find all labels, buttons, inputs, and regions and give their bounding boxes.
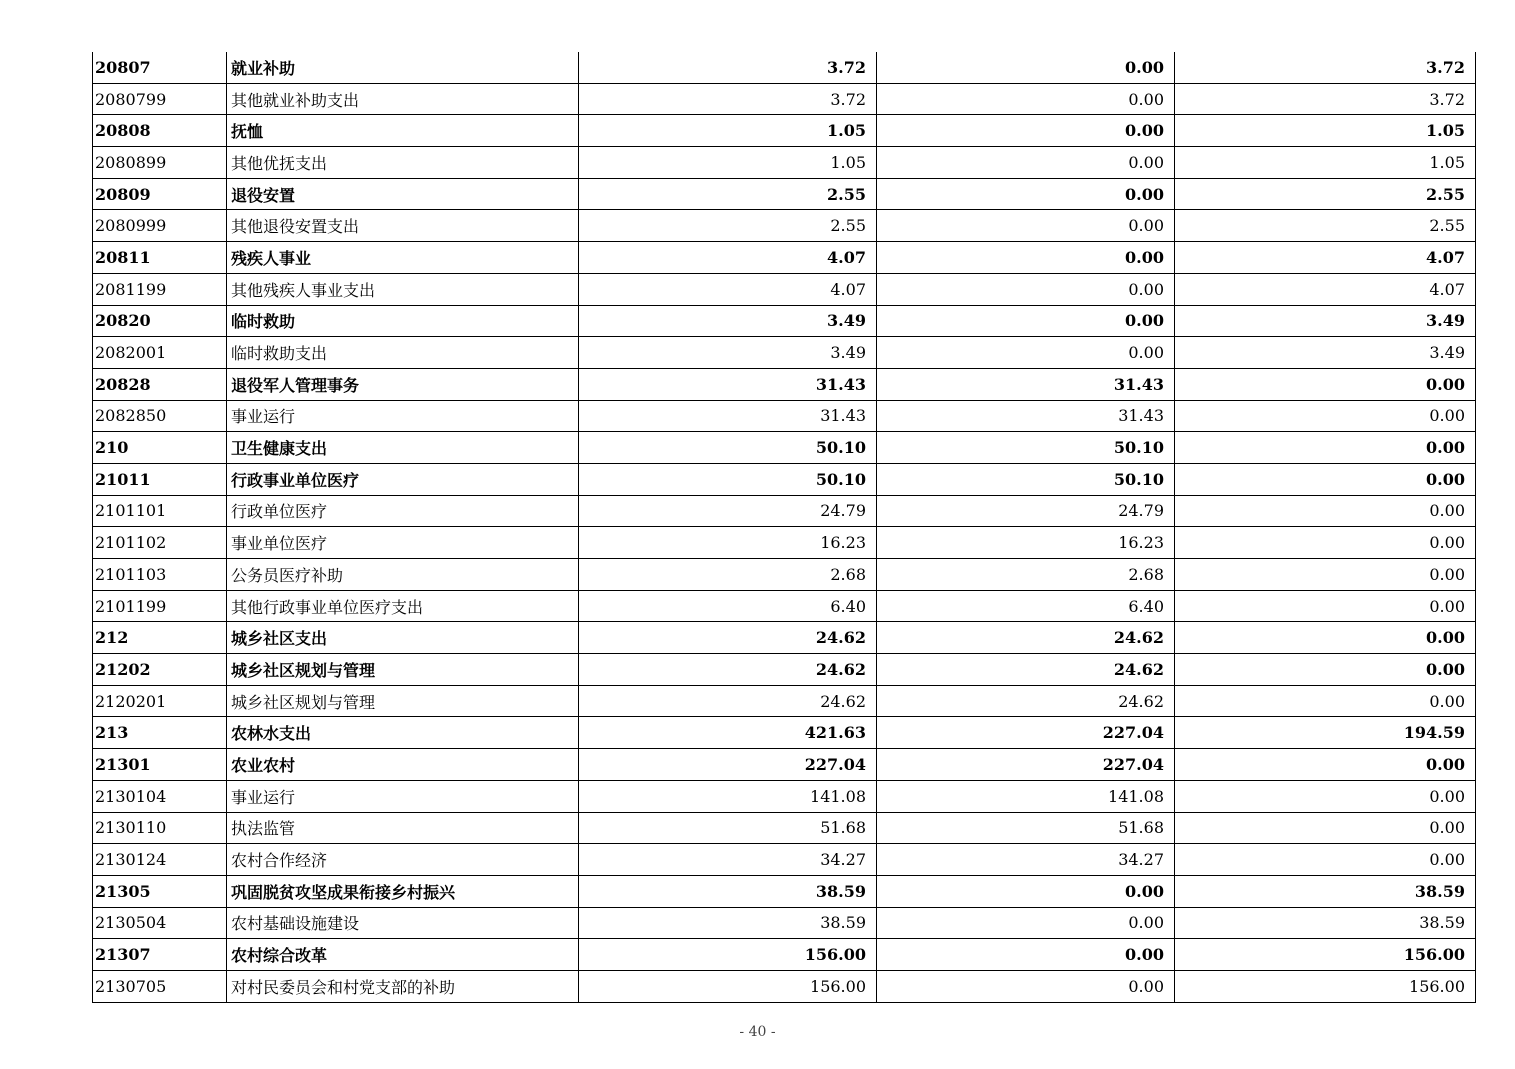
row-total-cell: 1.05 [579,147,877,179]
row-total-cell: 38.59 [579,907,877,939]
row-basic-cell: 0.00 [877,939,1175,971]
row-total-cell: 24.79 [579,495,877,527]
row-project-cell: 0.00 [1175,400,1476,432]
row-code-cell: 2130124 [93,844,227,876]
table-row [93,305,1476,337]
row-basic-cell: 34.27 [877,844,1175,876]
row-code-cell: 2101102 [93,527,227,559]
table-row [93,812,1476,844]
row-basic-cell: 31.43 [877,368,1175,400]
table-row [93,654,1476,686]
page-number: - 40 - [739,1024,776,1040]
row-basic-cell: 6.40 [877,590,1175,622]
row-basic-cell: 0.00 [877,147,1175,179]
row-name-cell: 农村基础设施建设 [227,907,579,939]
table-row [93,52,1476,83]
row-name-cell: 农村综合改革 [227,939,579,971]
table-row [93,242,1476,274]
row-project-cell: 0.00 [1175,432,1476,464]
row-total-cell: 3.72 [579,52,877,83]
row-basic-cell: 16.23 [877,527,1175,559]
row-project-cell: 1.05 [1175,147,1476,179]
row-total-cell: 51.68 [579,812,877,844]
table-row [93,717,1476,749]
row-code-cell: 2130705 [93,970,227,1002]
row-name-cell: 行政单位医疗 [227,495,579,527]
row-code-cell: 2130110 [93,812,227,844]
row-code-cell: 210 [93,432,227,464]
table-row [93,115,1476,147]
row-basic-cell: 24.79 [877,495,1175,527]
row-basic-cell: 0.00 [877,273,1175,305]
table-row [93,432,1476,464]
row-code-cell: 20809 [93,178,227,210]
table-row [93,590,1476,622]
table-row [93,400,1476,432]
row-name-cell: 巩固脱贫攻坚成果衔接乡村振兴 [227,875,579,907]
row-total-cell: 4.07 [579,273,877,305]
table-row [93,147,1476,179]
row-total-cell: 141.08 [579,780,877,812]
row-project-cell: 0.00 [1175,654,1476,686]
row-code-cell: 21305 [93,875,227,907]
row-name-cell: 农林水支出 [227,717,579,749]
row-project-cell: 0.00 [1175,368,1476,400]
row-total-cell: 3.49 [579,337,877,369]
row-total-cell: 6.40 [579,590,877,622]
row-name-cell: 农业农村 [227,749,579,781]
row-basic-cell: 0.00 [877,970,1175,1002]
table-row [93,939,1476,971]
row-code-cell: 21202 [93,654,227,686]
table-row [93,210,1476,242]
row-total-cell: 156.00 [579,939,877,971]
row-total-cell: 24.62 [579,685,877,717]
row-basic-cell: 0.00 [877,83,1175,115]
row-name-cell: 行政事业单位医疗 [227,463,579,495]
row-code-cell: 2101199 [93,590,227,622]
row-project-cell: 0.00 [1175,844,1476,876]
row-name-cell: 退役安置 [227,178,579,210]
row-code-cell: 2101103 [93,559,227,591]
table-row [93,527,1476,559]
table-row [93,685,1476,717]
row-total-cell: 50.10 [579,463,877,495]
row-total-cell: 38.59 [579,875,877,907]
row-basic-cell: 24.62 [877,622,1175,654]
row-total-cell: 50.10 [579,432,877,464]
table-row [93,83,1476,115]
row-code-cell: 21011 [93,463,227,495]
row-project-cell: 156.00 [1175,970,1476,1002]
row-basic-cell: 0.00 [877,178,1175,210]
row-code-cell: 2082850 [93,400,227,432]
table-row [93,337,1476,369]
row-basic-cell: 24.62 [877,654,1175,686]
row-name-cell: 就业补助 [227,52,579,83]
row-code-cell: 20828 [93,368,227,400]
row-project-cell: 0.00 [1175,527,1476,559]
row-code-cell: 2130504 [93,907,227,939]
row-project-cell: 3.49 [1175,305,1476,337]
row-project-cell: 0.00 [1175,812,1476,844]
row-name-cell: 临时救助支出 [227,337,579,369]
row-name-cell: 其他退役安置支出 [227,210,579,242]
row-project-cell: 1.05 [1175,115,1476,147]
row-name-cell: 对村民委员会和村党支部的补助 [227,970,579,1002]
row-total-cell: 227.04 [579,749,877,781]
row-name-cell: 临时救助 [227,305,579,337]
table-row [93,907,1476,939]
table-row [93,178,1476,210]
row-total-cell: 31.43 [579,400,877,432]
row-name-cell: 其他残疾人事业支出 [227,273,579,305]
row-code-cell: 20808 [93,115,227,147]
table-row [93,749,1476,781]
table-row [93,463,1476,495]
row-project-cell: 194.59 [1175,717,1476,749]
row-total-cell: 4.07 [579,242,877,274]
row-total-cell: 3.49 [579,305,877,337]
row-basic-cell: 227.04 [877,749,1175,781]
row-project-cell: 4.07 [1175,273,1476,305]
table-row [93,970,1476,1002]
row-code-cell: 20820 [93,305,227,337]
row-code-cell: 2080999 [93,210,227,242]
row-basic-cell: 50.10 [877,463,1175,495]
row-basic-cell: 31.43 [877,400,1175,432]
row-code-cell: 2081199 [93,273,227,305]
row-basic-cell: 0.00 [877,115,1175,147]
row-project-cell: 0.00 [1175,559,1476,591]
row-project-cell: 0.00 [1175,780,1476,812]
row-basic-cell: 0.00 [877,242,1175,274]
row-total-cell: 31.43 [579,368,877,400]
budget-table [92,52,1476,1003]
row-total-cell: 24.62 [579,622,877,654]
row-name-cell: 退役军人管理事务 [227,368,579,400]
row-project-cell: 156.00 [1175,939,1476,971]
row-code-cell: 2120201 [93,685,227,717]
table-row [93,368,1476,400]
row-basic-cell: 0.00 [877,210,1175,242]
row-total-cell: 2.68 [579,559,877,591]
row-total-cell: 3.72 [579,83,877,115]
row-name-cell: 其他行政事业单位医疗支出 [227,590,579,622]
row-total-cell: 2.55 [579,210,877,242]
row-name-cell: 事业运行 [227,780,579,812]
row-basic-cell: 51.68 [877,812,1175,844]
row-total-cell: 421.63 [579,717,877,749]
row-name-cell: 农村合作经济 [227,844,579,876]
row-name-cell: 城乡社区规划与管理 [227,654,579,686]
row-project-cell: 0.00 [1175,495,1476,527]
row-total-cell: 1.05 [579,115,877,147]
row-code-cell: 212 [93,622,227,654]
table-row [93,780,1476,812]
row-project-cell: 4.07 [1175,242,1476,274]
row-project-cell: 2.55 [1175,178,1476,210]
row-name-cell: 残疾人事业 [227,242,579,274]
row-project-cell: 3.49 [1175,337,1476,369]
row-name-cell: 其他就业补助支出 [227,83,579,115]
row-code-cell: 20811 [93,242,227,274]
row-code-cell: 20807 [93,52,227,83]
row-total-cell: 24.62 [579,654,877,686]
row-total-cell: 2.55 [579,178,877,210]
row-total-cell: 16.23 [579,527,877,559]
row-name-cell: 抚恤 [227,115,579,147]
row-code-cell: 21301 [93,749,227,781]
row-project-cell: 0.00 [1175,622,1476,654]
table-row [93,273,1476,305]
row-name-cell: 事业单位医疗 [227,527,579,559]
row-project-cell: 0.00 [1175,463,1476,495]
row-project-cell: 2.55 [1175,210,1476,242]
row-basic-cell: 24.62 [877,685,1175,717]
table-row [93,495,1476,527]
row-name-cell: 执法监管 [227,812,579,844]
row-project-cell: 3.72 [1175,52,1476,83]
row-basic-cell: 2.68 [877,559,1175,591]
row-project-cell: 38.59 [1175,907,1476,939]
row-project-cell: 0.00 [1175,590,1476,622]
row-total-cell: 34.27 [579,844,877,876]
row-code-cell: 2101101 [93,495,227,527]
table-row [93,559,1476,591]
row-total-cell: 156.00 [579,970,877,1002]
row-name-cell: 公务员医疗补助 [227,559,579,591]
row-basic-cell: 50.10 [877,432,1175,464]
row-basic-cell: 0.00 [877,52,1175,83]
row-basic-cell: 227.04 [877,717,1175,749]
row-basic-cell: 0.00 [877,337,1175,369]
row-name-cell: 城乡社区支出 [227,622,579,654]
row-basic-cell: 0.00 [877,875,1175,907]
row-project-cell: 3.72 [1175,83,1476,115]
row-project-cell: 38.59 [1175,875,1476,907]
row-basic-cell: 141.08 [877,780,1175,812]
row-name-cell: 城乡社区规划与管理 [227,685,579,717]
row-code-cell: 21307 [93,939,227,971]
budget-table-body [93,52,1476,1002]
row-name-cell: 其他优抚支出 [227,147,579,179]
table-row [93,875,1476,907]
table-row [93,844,1476,876]
row-code-cell: 2080799 [93,83,227,115]
row-code-cell: 2080899 [93,147,227,179]
row-basic-cell: 0.00 [877,305,1175,337]
row-project-cell: 0.00 [1175,749,1476,781]
row-code-cell: 213 [93,717,227,749]
row-name-cell: 卫生健康支出 [227,432,579,464]
table-row [93,622,1476,654]
row-basic-cell: 0.00 [877,907,1175,939]
row-name-cell: 事业运行 [227,400,579,432]
row-code-cell: 2082001 [93,337,227,369]
row-project-cell: 0.00 [1175,685,1476,717]
row-code-cell: 2130104 [93,780,227,812]
